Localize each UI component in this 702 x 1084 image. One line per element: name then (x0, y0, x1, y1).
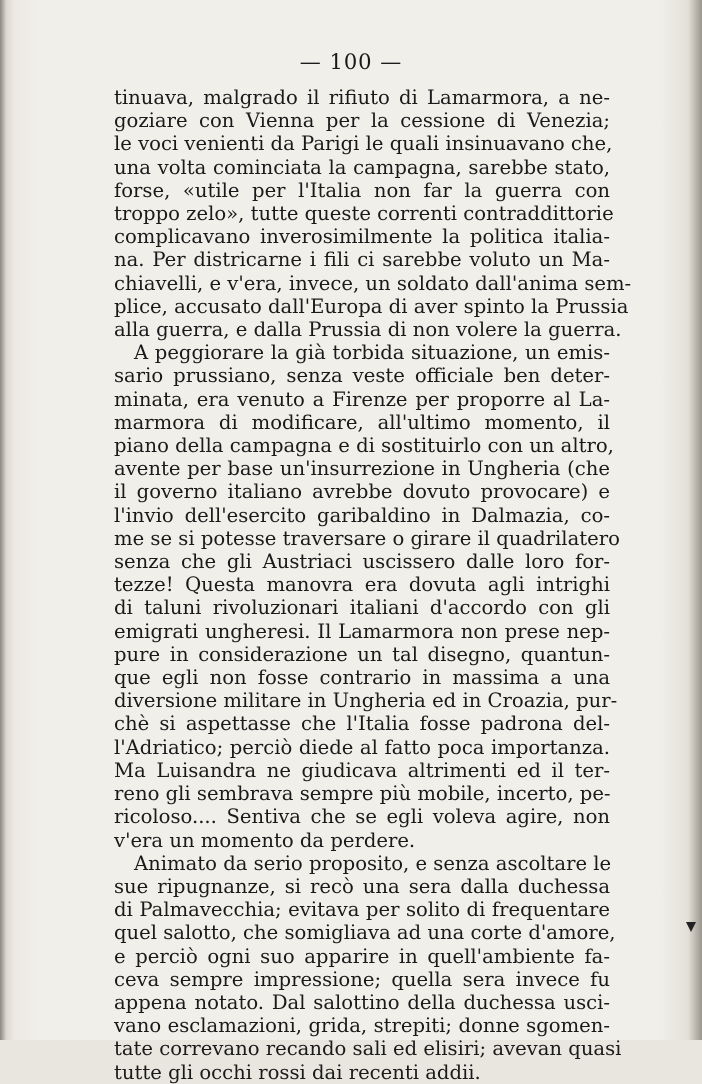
text-line: senza che gli Austriaci uscissero dalle loro for- (114, 550, 610, 574)
text-line: na. Per districarne i fili ci sarebbe voluto un Ma- (114, 248, 610, 272)
page-number: — 100 — (299, 50, 403, 74)
text-line: l'invio dell'esercito garibaldino in Dalmazia, co- (114, 503, 610, 527)
text-line: forse, «utile per l'Italia non far la guerra con (114, 178, 610, 202)
text-line: e perciò ogni suo apparire in quell'ambiente fa- (114, 944, 610, 968)
text-line: sue ripugnanze, si recò una sera dalla duchessa (114, 874, 610, 898)
text-line: pure in considerazione un tal disegno, quantun- (114, 642, 610, 666)
text-line: una volta cominciata la campagna, sarebbe stato, (114, 155, 610, 179)
text-line: que egli non fosse contrario in massima a una (114, 666, 610, 690)
text-line: v'era un momento da perdere. (114, 828, 416, 852)
text-line: emigrati ungheresi. Il Lamarmora non prese nep- (114, 619, 610, 643)
text-line: chè si aspettasse che l'Italia fosse padrona del- (114, 712, 610, 736)
text-line: chiavelli, e v'era, invece, un soldato dall'anima sem- (114, 271, 632, 295)
text-line: tinuava, malgrado il rifiuto di Lamarmora, a ne- (114, 86, 610, 109)
text-line: tezze! Questa manovra era dovuta agli intrighi (114, 573, 610, 597)
text-line: A peggiorare la già torbida situazione, un emis- (134, 341, 610, 365)
text-line: plice, accusato dall'Europa di aver spinto la Prussia (114, 294, 629, 318)
text-line: troppo zelo», tutte queste correnti contraddittorie (114, 202, 614, 226)
text-line: l'Adriatico; perciò diede al fatto poca importanza. (114, 735, 610, 759)
text-line: sario prussiano, senza veste officiale ben deter- (114, 364, 610, 388)
margin-mark (686, 922, 696, 932)
text-line: il governo italiano avrebbe dovuto provocare) e (114, 480, 610, 504)
binding-shadow (0, 0, 6, 1040)
text-line: complicavano inverosimilmente la politica italia- (114, 225, 610, 249)
text-line: Animato da serio proposito, e senza ascoltare le (134, 851, 612, 875)
text-line: minata, era venuto a Firenze per proporre al La- (114, 387, 610, 411)
text-line: vano esclamazioni, grida, strepiti; donne sgomen- (114, 1014, 610, 1038)
text-line: tutte gli occhi rossi dai recenti addii. (114, 1060, 481, 1084)
text-line: di taluni rivoluzionari italiani d'accordo con gli (114, 596, 610, 620)
text-line: Ma Luisandra ne giudicava altrimenti ed il ter- (114, 758, 610, 782)
text-line: quel salotto, che somigliava ad una corte d'amore, (114, 921, 616, 945)
text-line: ricoloso.... Sentiva che se egli voleva agire, non (114, 805, 610, 829)
text-line: le voci venienti da Parigi le quali insinuavano che, (114, 132, 613, 156)
text-line: di Palmavecchia; evitava per solito di frequentare (114, 898, 610, 922)
text-line: avente per base un'insurrezione in Ungheria (che (114, 457, 610, 481)
text-line: goziare con Vienna per la cessione di Venezia; (114, 109, 610, 133)
text-line: ceva sempre impressione; quella sera invece fu (114, 967, 610, 991)
text-line: alla guerra, e dalla Prussia di non volere la guerra. (114, 318, 622, 342)
body-text (114, 86, 632, 1084)
text-line: marmora di modificare, all'ultimo momento, il (114, 410, 610, 434)
text-line: diversione militare in Ungheria ed in Croazia, pur- (114, 689, 618, 713)
text-line: piano della campagna e di sostituirlo con un altro, (114, 434, 614, 458)
text-line: reno gli sembrava sempre più mobile, incerto, pe- (114, 782, 611, 806)
text-line: appena notato. Dal salottino della duchessa usci- (114, 990, 610, 1014)
text-line: me se si potesse traversare o girare il quadrilatero (114, 526, 620, 550)
text-line: tate correvano recando sali ed elisiri; avevan quasi (114, 1037, 622, 1061)
